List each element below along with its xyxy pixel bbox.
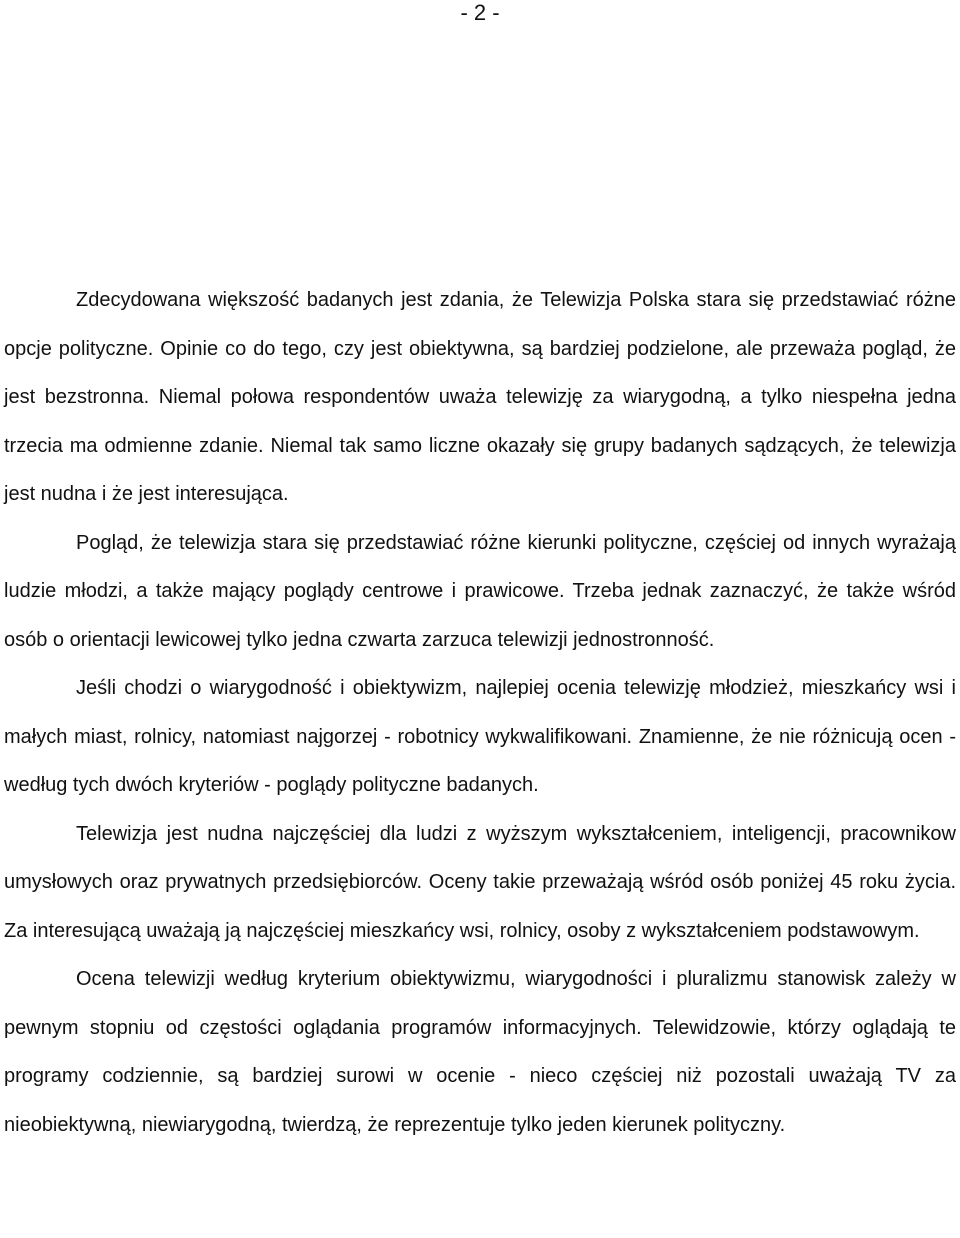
paragraph: Pogląd, że telewizja stara się przedstawiać różne kierunki polityczne, częściej od innych wyrażają ludzie młodzi, a także mający poglądy centrowe i prawicowe. Trzeba jednak zaznaczyć, że także wśród osób o orientacji lewicowej tylko jedna czwarta zarzuca telewizji jednostronność. xyxy=(4,531,956,651)
paragraph: Telewizja jest nudna najczęściej dla ludzi z wyższym wykształceniem, inteligencji, pracownikow umysłowych oraz prywatnych przedsiębiorców. Oceny takie przeważają wśród osób poniżej 45 roku życia. Za interesującą uważają ją najczęściej mieszkańcy wsi, rolnicy, osoby z wykształceniem podstawowym. xyxy=(4,822,956,942)
paragraph: Jeśli chodzi o wiarygodność i obiektywizm, najlepiej ocenia telewizję młodzież, mieszkańcy wsi i małych miast, rolnicy, natomiast najgorzej - robotnicy wykwalifikowani. Znamienne, że nie różnicują ocen - według tych dwóch kryteriów - poglądy polityczne badanych. xyxy=(4,677,956,796)
paragraph: Ocena telewizji według kryterium obiektywizmu, wiarygodności i pluralizmu stanowisk zależy w pewnym stopniu od częstości oglądania programów informacyjnych. Telewidzowie, którzy oglądają te programy codziennie, są bardziej surowi w ocenie - nieco częściej niż pozostali uważają TV za nieobiektywną, niewiarygodną, twierdzą, że reprezentuje tylko jeden kierunek polityczny. xyxy=(4,968,956,1136)
paragraph: Zdecydowana większość badanych jest zdania, że Telewizja Polska stara się przedstawiać różne opcje polityczne. Opinie co do tego, czy jest obiektywna, są bardziej podzielone, ale przeważa pogląd, że jest bezstronna. Niemal połowa respondentów uważa telewizję za wiarygodną, a tylko niespełna jedna trzecia ma odmienne zdanie. Niemal tak samo liczne okazały się grupy badanych sądzących, że telewizja jest nudna i że jest interesująca. xyxy=(4,289,956,505)
document-body xyxy=(4,276,956,1149)
page-number: - 2 - xyxy=(460,0,500,25)
